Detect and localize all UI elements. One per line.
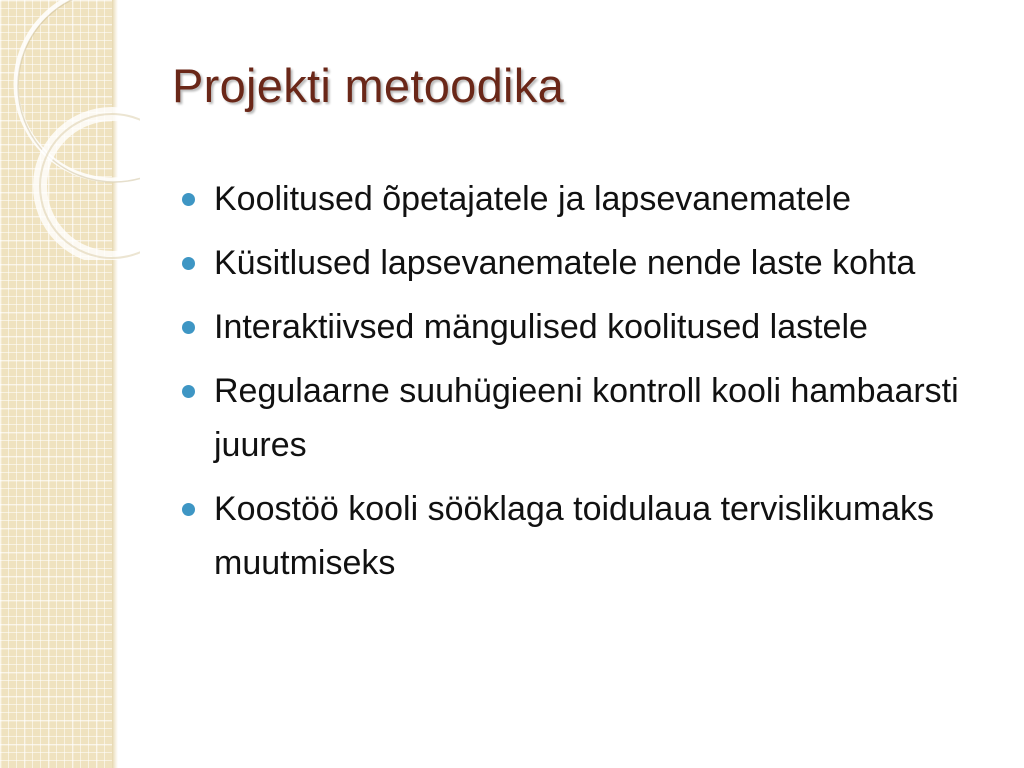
bullet-text: Koolitused õpetajatele ja lapsevanematele xyxy=(214,180,852,218)
bullet-dot-icon xyxy=(182,257,195,270)
bullet-text: Koostöö kooli sööklaga toidulaua tervislikumaks muutmiseks xyxy=(214,490,935,582)
bullet-text: Interaktiivsed mängulised koolitused lastele xyxy=(214,308,868,346)
bullet-item xyxy=(182,300,1002,354)
bullet-list xyxy=(182,172,1002,600)
bullet-dot-icon xyxy=(182,385,195,398)
decorative-rings-icon xyxy=(0,0,140,260)
bullet-text: Küsitlused lapsevanematele nende laste kohta xyxy=(214,244,916,282)
bullet-item xyxy=(182,172,1002,226)
slide-title: Projekti metoodika xyxy=(172,59,565,112)
bullet-item xyxy=(182,236,1002,290)
bullet-item xyxy=(182,364,1002,472)
bullet-dot-icon xyxy=(182,193,195,206)
bullet-dot-icon xyxy=(182,503,195,516)
bullet-item xyxy=(182,482,1002,590)
bullet-text: Regulaarne suuhügieeni kontroll kooli hambaarsti juures xyxy=(214,372,959,464)
bullet-dot-icon xyxy=(182,321,195,334)
